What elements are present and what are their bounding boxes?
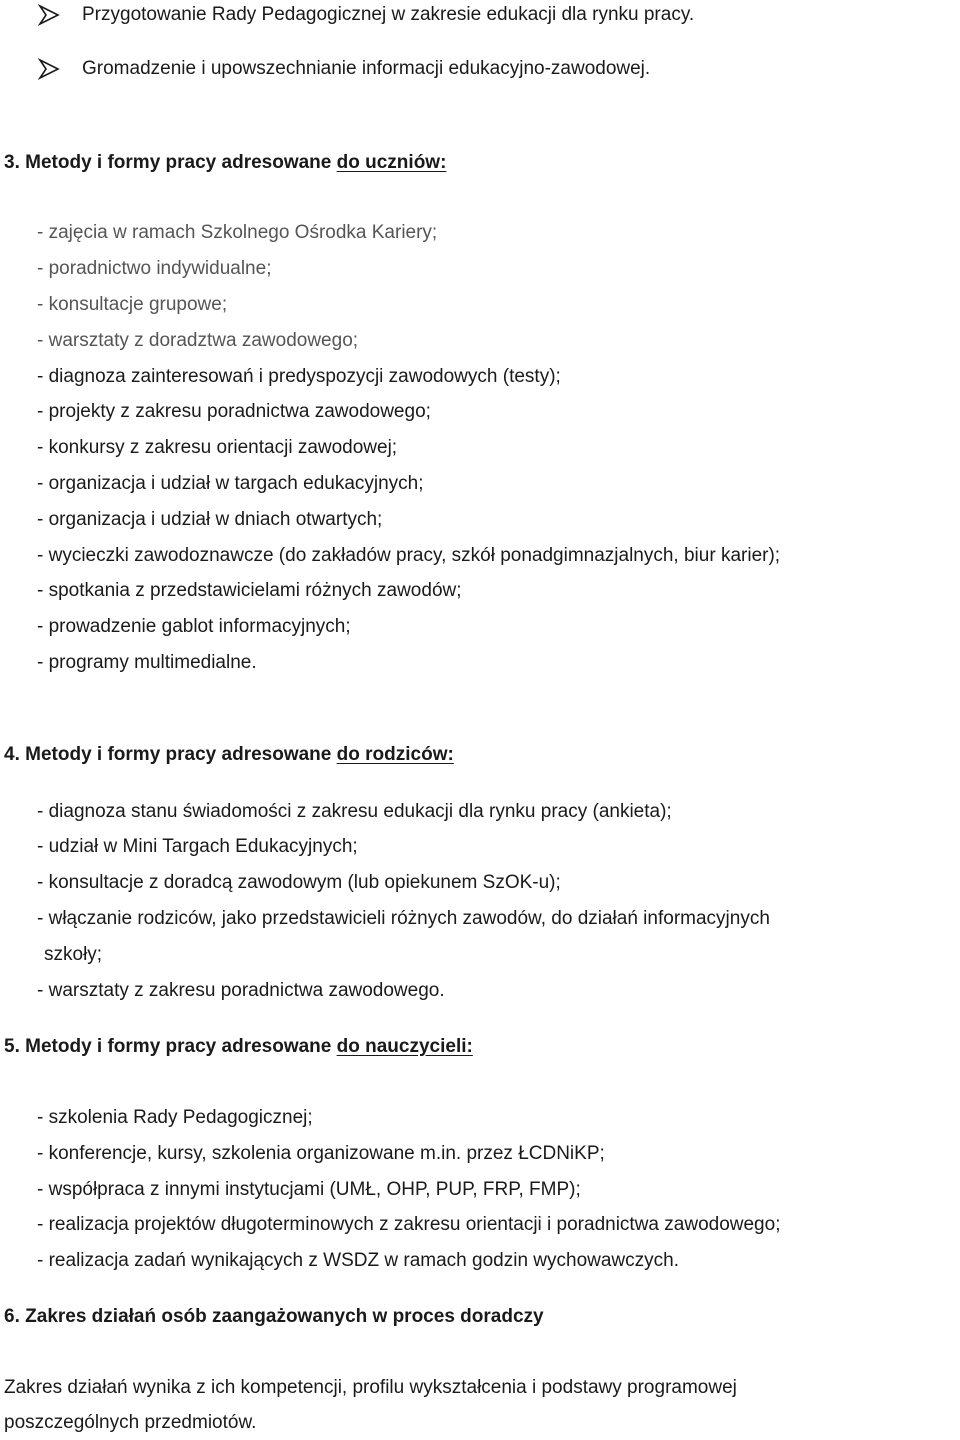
paragraph-line: poszczególnych przedmiotów. — [4, 1412, 257, 1433]
paragraph-line: Zakres działań wynika z ich kompetencji, profilu wykształcenia i podstawy programowej — [4, 1377, 737, 1398]
arrow-bullet-item — [0, 0, 694, 30]
list-item: - konferencje, kursy, szkolenia organizowane m.in. przez ŁCDNiKP; — [37, 1143, 605, 1164]
list-item: - realizacja zadań wynikających z WSDZ w ramach godzin wychowawczych. — [37, 1250, 680, 1271]
section-title: Metody i formy pracy adresowane — [25, 744, 337, 765]
bullet-text: Gromadzenie i upowszechnianie informacji edukacyjno-zawodowej. — [82, 58, 651, 79]
section-number: 5. — [4, 1036, 20, 1057]
list-item: - realizacja projektów długoterminowych z zakresu orientacji i poradnictwa zawodowego; — [37, 1214, 781, 1235]
list-item: - diagnoza stanu świadomości z zakresu edukacji dla rynku pracy (ankieta); — [37, 801, 672, 822]
bullet-text: Przygotowanie Rady Pedagogicznej w zakresie edukacji dla rynku pracy. — [82, 4, 695, 25]
list-item: - współpraca z innymi instytucjami (UMŁ, OHP, PUP, FRP, FMP); — [37, 1179, 581, 1200]
list-item: - spotkania z przedstawicielami różnych zawodów; — [37, 580, 462, 601]
section-title: Zakres działań osób zaangażowanych w proces doradczy — [25, 1306, 544, 1327]
list-item: - konsultacje grupowe; — [37, 294, 228, 315]
list-item: - prowadzenie gablot informacyjnych; — [37, 616, 351, 637]
section-heading-students — [4, 148, 446, 178]
list-item: - konkursy z zakresu orientacji zawodowej; — [37, 437, 398, 458]
list-item: - udział w Mini Targach Edukacyjnych; — [37, 836, 358, 857]
section-title-underlined: do rodziców: — [336, 744, 454, 765]
list-item: - warsztaty z zakresu poradnictwa zawodowego. — [37, 980, 445, 1001]
section-heading-teachers — [4, 1032, 473, 1062]
list-item-continuation: szkoły; — [44, 944, 103, 965]
list-item: - organizacja i udział w targach edukacyjnych; — [37, 473, 424, 494]
list-item: - włączanie rodziców, jako przedstawicieli różnych zawodów, do działań informacyjnych — [37, 908, 770, 929]
section-title-underlined: do uczniów: — [336, 152, 447, 173]
section-number: 6. — [4, 1306, 20, 1327]
list-item: - zajęcia w ramach Szkolnego Ośrodka Kariery; — [37, 222, 438, 243]
list-item: - poradnictwo indywidualne; — [37, 258, 272, 279]
arrow-bullet-item — [0, 54, 650, 84]
arrow-bullet-icon — [38, 58, 74, 80]
list-item: - wycieczki zawodoznawcze (do zakładów pracy, szkół ponadgimnazjalnych, biur karier); — [37, 545, 781, 566]
list-item: - diagnoza zainteresowań i predyspozycji zawodowych (testy); — [37, 366, 561, 387]
section-title: Metody i formy pracy adresowane — [25, 152, 337, 173]
section-title-underlined: do nauczycieli: — [336, 1036, 473, 1057]
section-number: 4. — [4, 744, 20, 765]
list-item: - projekty z zakresu poradnictwa zawodowego; — [37, 401, 431, 422]
arrow-bullet-icon — [38, 4, 74, 26]
section-title: Metody i formy pracy adresowane — [25, 1036, 337, 1057]
list-item: - organizacja i udział w dniach otwartych; — [37, 509, 383, 530]
list-item: - programy multimedialne. — [37, 652, 257, 673]
section-heading-parents — [4, 740, 454, 770]
section-number: 3. — [4, 152, 20, 173]
list-item: - warsztaty z doradztwa zawodowego; — [37, 330, 359, 351]
list-item: - szkolenia Rady Pedagogicznej; — [37, 1107, 313, 1128]
section-heading-scope — [4, 1302, 544, 1332]
list-item: - konsultacje z doradcą zawodowym (lub opiekunem SzOK-u); — [37, 872, 561, 893]
